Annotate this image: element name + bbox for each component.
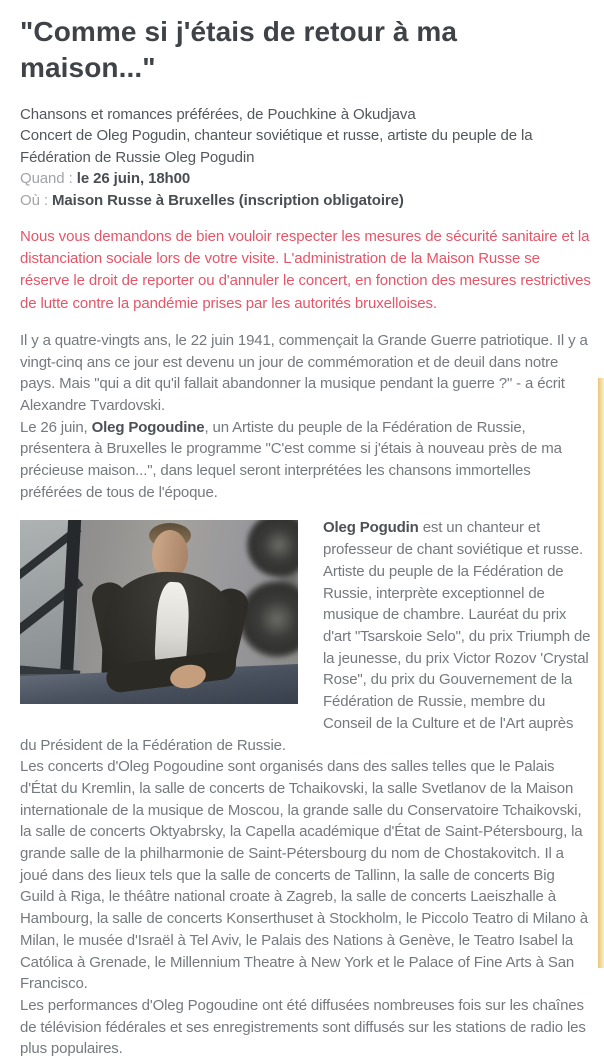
when-value: le 26 juin, 18h00 [76,170,191,188]
event-when-row [20,168,592,189]
subtitle-line-2: Concert de Oleg Pogudin, chanteur soviétique et russe, artiste du peuple de la Fédération de Russie Oleg Pogudin [20,127,533,166]
event-where-row [20,190,592,211]
bio-section [20,517,592,1060]
announcement-prefix: Le 26 juin, [20,418,92,436]
subtitle-block [20,104,592,168]
bio-name-bold: Oleg Pogudin [323,519,419,537]
announcement-suffix: , un Artiste du peuple de la Fédération de Russie, présentera à Bruxelles le programme "C'est comme si j'étais à nouveau près de ma précieuse maison...", dans lequel seront interprétées les chansons immortelles préférées de tous de l'époque. [20,418,562,501]
stage-light-blur-2 [238,580,298,658]
subtitle-line-1: Chansons et romances préférées, de Pouchkine à Okudjava [20,106,416,123]
broadcast-paragraph: Les performances d'Oleg Pogoudine ont été diffusées nombreuses fois sur les chaînes de télévision fédérales et ses enregistrements sont diffusés sur les stations de radio les plus populaires. [20,996,586,1058]
sanitary-notice: Nous vous demandons de bien vouloir respecter les mesures de sécurité sanitaire et la distanciation sociale lors de votre visite. L'administration de la Maison Russe se réserve le droit de reporter ou d'annuler le concert, en fonction des mesures restrictives de lutte contre la pandémie prises par les autorités bruxelloises. [20,228,591,312]
when-label: Quand : [20,170,73,188]
paragraph-history: Il y a quatre-vingts ans, le 22 juin 1941, commençait la Grande Guerre patriotique. Il y a vingt-cinq ans ce jour est devenu un jour de commémoration et de deuil dans notre pays. Mais "qui a dit qu'il fallait abandonner la musique pendant la guerre ?" - a écrit Alexandre Tvardovski. [20,331,588,414]
stage-light-blur-1 [246,520,298,578]
where-value: Maison Russe à Bruxelles (inscription obligatoire) [52,191,404,209]
artist-name-bold: Oleg Pogoudine [91,418,205,436]
where-label: Où : [20,191,48,209]
page-title: "Comme si j'étais de retour à ma maison..." [20,16,458,83]
artist-portrait-photo [20,520,298,704]
paragraph-announcement [20,417,592,504]
bio-text: est un chanteur et professeur de chant soviétique et russe. Artiste du peuple de la Fédération de Russie, interprète exceptionnel de musique de chambre. Lauréat du prix d'art "Tsarskoie Selo", du prix Triumph de la jeunesse, du prix Victor Rozov 'Crystal Rose", du prix du Gouvernement de la Fédération de Russie, membre du Conseil de la Culture et de l'Art auprès du Président de la Fédération de Russie. [20,519,591,754]
scroll-indicator-bar[interactable] [598,378,604,968]
venues-paragraph: Les concerts d'Oleg Pogoudine sont organisés dans des salles telles que le Palais d'État du Kremlin, la salle de concerts de Tchaikovski, la salle Svetlanov de la Maison internationale de la musique de Moscou, la grande salle du Conservatoire Tchaikovski, la salle de concerts Oktyabrsky, la Capella académique d'État de Saint-Pétersbourg, la grande salle de la philharmonie de Saint-Pétersbourg du nom de Chostakovitch. Il a joué dans des lieux tels que la salle de concerts de Tallinn, la salle de concerts Big Guild à Riga, le théâtre national croate à Zagreb, la salle de concerts Laeiszhalle à Hambourg, la salle de concerts Konserthuset à Stockholm, le Piccolo Teatro di Milano à Milan, le musée d'Israël à Tel Aviv, le Palais des Nations à Genève, le Teatro Isabel la Católica à Grenade, le Millennium Theatre à New York et le Palace of Fine Arts à San Francisco. [20,758,588,993]
